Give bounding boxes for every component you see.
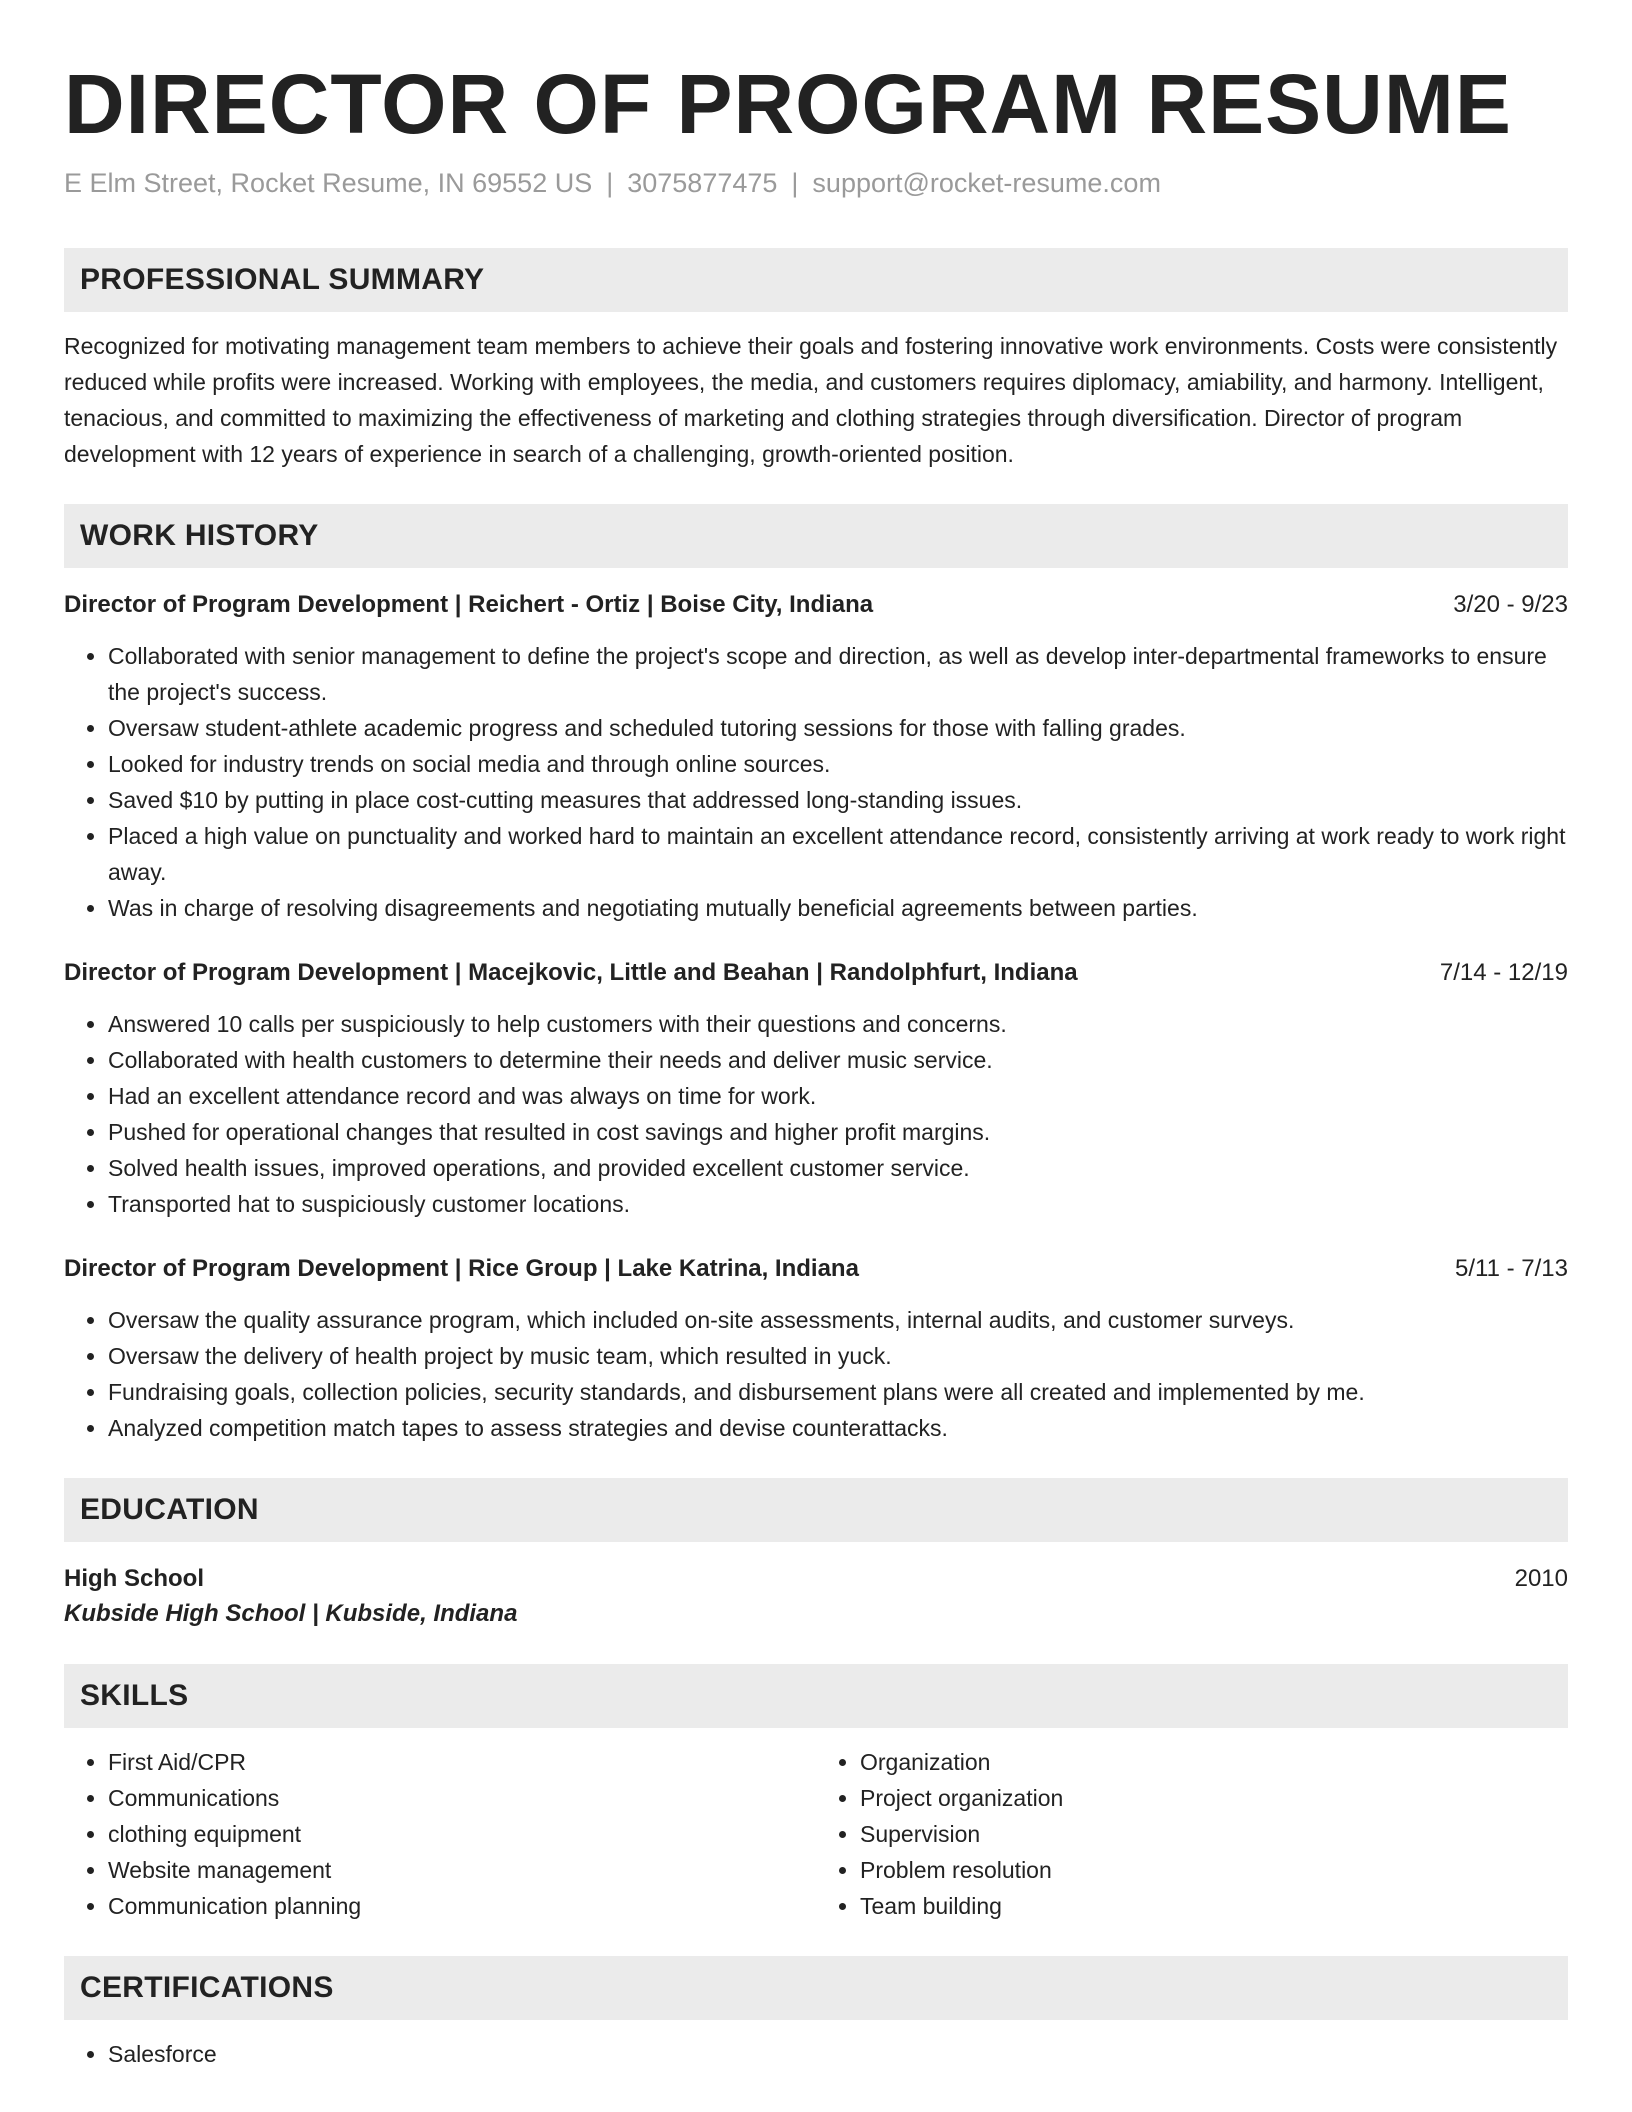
- skill-item: • Supervision: [860, 1816, 1568, 1852]
- certification-item: • Salesforce: [108, 2036, 1568, 2072]
- job-bullet: • Transported hat to suspiciously customer locations.: [108, 1186, 1568, 1222]
- section-header-education: EDUCATION: [64, 1478, 1568, 1542]
- job-bullet: • Pushed for operational changes that resulted in cost savings and higher profit margins.: [108, 1114, 1568, 1150]
- summary-text: Recognized for motivating management team members to achieve their goals and fostering innovative work environments. Costs were consistently reduced while profits were increased. Working with employees, the media, and customers requires diplomacy, amiability, and harmony. Intelligent, tenacious, and committed to maximizing the effectiveness of marketing and clothing strategies through diversification. Director of program development with 12 years of experience in search of a challenging, growth-oriented position.: [64, 333, 1558, 467]
- education-header: [64, 1562, 1568, 1596]
- job-bullets: [64, 1006, 1568, 1222]
- section-header-skills: SKILLS: [64, 1664, 1568, 1728]
- job-bullet: • Placed a high value on punctuality and worked hard to maintain an excellent attendance record, consistently arriving at work ready to work right away.: [108, 818, 1568, 890]
- job-bullet: • Oversaw the quality assurance program, which included on-site assessments, internal audits, and customer surveys.: [108, 1302, 1568, 1338]
- skill-item: • Communications: [108, 1780, 816, 1816]
- job-bullet: • Oversaw the delivery of health project by music team, which resulted in yuck.: [108, 1338, 1568, 1374]
- contact-separator: |: [791, 168, 799, 198]
- job-title: Director of Program Development | Macejkovic, Little and Beahan | Randolphfurt, Indiana: [64, 959, 1078, 986]
- job-bullet: • Collaborated with senior management to define the project's scope and direction, as well as develop inter-departmental frameworks to ensure the project's success.: [108, 638, 1568, 710]
- job-dates: 3/20 - 9/23: [1453, 591, 1568, 618]
- job-bullet: • Solved health issues, improved operations, and provided excellent customer service.: [108, 1150, 1568, 1186]
- contact-line: [64, 166, 1568, 200]
- skill-item: • Website management: [108, 1852, 816, 1888]
- job-bullet: • Was in charge of resolving disagreements and negotiating mutually beneficial agreements between parties.: [108, 890, 1568, 926]
- resume-title: DIRECTOR OF PROGRAM RESUME: [64, 57, 1512, 151]
- job-bullet: • Analyzed competition match tapes to assess strategies and devise counterattacks.: [108, 1410, 1568, 1446]
- job-dates: 7/14 - 12/19: [1439, 959, 1568, 986]
- skill-item: • Team building: [860, 1888, 1568, 1924]
- certifications-list: [64, 2036, 1568, 2072]
- job-bullet: • Had an excellent attendance record and was always on time for work.: [108, 1078, 1568, 1114]
- section-header-certifications: CERTIFICATIONS: [64, 1956, 1568, 2020]
- job-title: Director of Program Development | Reichert - Ortiz | Boise City, Indiana: [64, 591, 874, 618]
- job-header: [64, 956, 1568, 990]
- skill-item: • Organization: [860, 1744, 1568, 1780]
- job-bullet: • Fundraising goals, collection policies, security standards, and disbursement plans were all created and implemented by me.: [108, 1374, 1568, 1410]
- education-school: Kubside High School | Kubside, Indiana: [64, 1600, 518, 1627]
- skill-item: • Communication planning: [108, 1888, 816, 1924]
- skills-list-left: [64, 1744, 816, 1924]
- job-dates: 5/11 - 7/13: [1455, 1255, 1568, 1282]
- skill-item: • Project organization: [860, 1780, 1568, 1816]
- job-bullet: • Saved $10 by putting in place cost-cutting measures that addressed long-standing issues.: [108, 782, 1568, 818]
- job-entry: [64, 588, 1568, 926]
- job-bullet: • Collaborated with health customers to determine their needs and deliver music service.: [108, 1042, 1568, 1078]
- job-bullet: • Answered 10 calls per suspiciously to help customers with their questions and concerns.: [108, 1006, 1568, 1042]
- education-degree: High School: [64, 1565, 204, 1592]
- section-header-summary: PROFESSIONAL SUMMARY: [64, 248, 1568, 312]
- education-year: 2010: [1514, 1565, 1568, 1592]
- skills-list-right: [816, 1744, 1568, 1924]
- skills-grid: [64, 1744, 1568, 1924]
- skill-item: • Problem resolution: [860, 1852, 1568, 1888]
- job-entry: [64, 956, 1568, 1222]
- job-bullet: • Oversaw student-athlete academic progress and scheduled tutoring sessions for those with falling grades.: [108, 710, 1568, 746]
- contact-phone: 3075877475: [627, 168, 778, 198]
- job-bullets: [64, 1302, 1568, 1446]
- skill-item: • clothing equipment: [108, 1816, 816, 1852]
- skill-item: • First Aid/CPR: [108, 1744, 816, 1780]
- contact-address: E Elm Street, Rocket Resume, IN 69552 US: [64, 168, 593, 198]
- job-title: Director of Program Development | Rice Group | Lake Katrina, Indiana: [64, 1255, 859, 1282]
- contact-separator: |: [606, 168, 614, 198]
- job-header: [64, 1252, 1568, 1286]
- job-entry: [64, 1252, 1568, 1446]
- job-header: [64, 588, 1568, 622]
- section-header-work: WORK HISTORY: [64, 504, 1568, 568]
- job-bullets: [64, 638, 1568, 926]
- contact-email[interactable]: support@rocket-resume.com: [812, 168, 1161, 198]
- job-bullet: • Looked for industry trends on social media and through online sources.: [108, 746, 1568, 782]
